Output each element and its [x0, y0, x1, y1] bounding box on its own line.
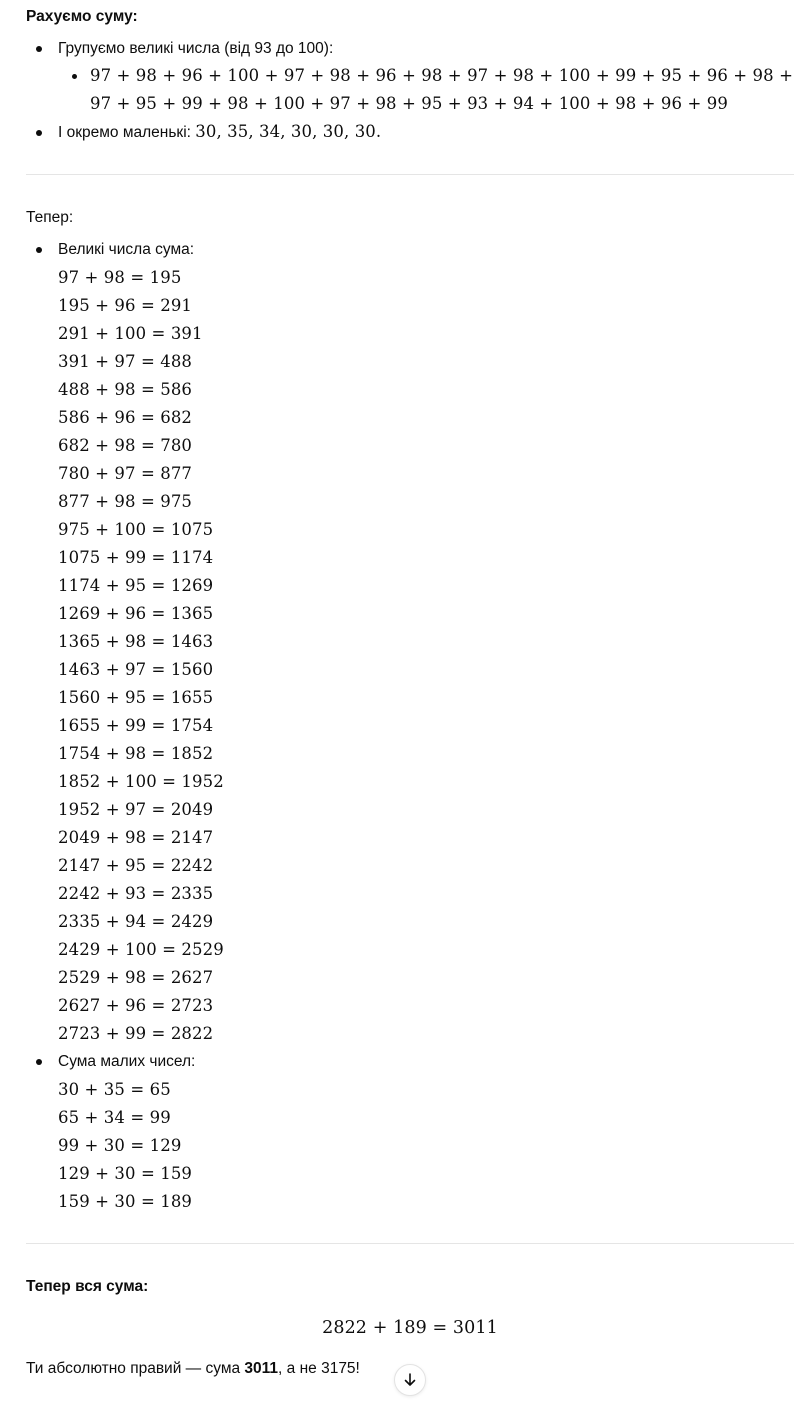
equation-step: 1269 + 96 = 1365 — [58, 604, 214, 623]
equation-step: 877 + 98 = 975 — [58, 492, 193, 511]
equation-step: 2627 + 96 = 2723 — [58, 996, 214, 1015]
equation-step: 682 + 98 = 780 — [58, 436, 193, 455]
small-numbers-label: І окремо маленькі: — [58, 124, 196, 141]
equation-step: 2429 + 100 = 2529 — [58, 940, 224, 959]
equation-step: 488 + 98 = 586 — [58, 380, 193, 399]
equation-step: 1463 + 97 = 1560 — [58, 660, 214, 679]
arrow-down-icon — [402, 1372, 418, 1388]
bullet — [36, 46, 42, 52]
equation-step: 2335 + 94 = 2429 — [58, 912, 214, 931]
equation-step: 2723 + 99 = 2822 — [58, 1024, 214, 1043]
big-sum-label: Великі числа сума: — [58, 241, 195, 258]
equation-step: 586 + 96 = 682 — [58, 408, 193, 427]
divider — [26, 174, 794, 175]
big-numbers-line-2: 97 + 95 + 99 + 98 + 100 + 97 + 98 + 95 + 93 + 94 + 100 + 98 + 96 + 99 — [90, 94, 728, 113]
equation-step: 1952 + 97 = 2049 — [58, 800, 214, 819]
small-numbers-values: 30, 35, 34, 30, 30, 30 — [195, 122, 376, 141]
equation-step: 97 + 98 = 195 — [58, 268, 182, 287]
small-sum-label: Сума малих чисел: — [58, 1053, 196, 1070]
bullet — [36, 247, 42, 253]
equation-step: 1174 + 95 = 1269 — [58, 576, 214, 595]
equation-step: 391 + 97 = 488 — [58, 352, 193, 371]
equation-step: 129 + 30 = 159 — [58, 1164, 193, 1183]
final-bold-value: 3011 — [244, 1360, 279, 1377]
divider — [26, 1243, 794, 1244]
equation-step: 99 + 30 = 129 — [58, 1136, 182, 1155]
equation-step: 1754 + 98 = 1852 — [58, 744, 214, 763]
small-numbers-line — [58, 122, 381, 142]
final-suffix: , а не 3175! — [278, 1360, 360, 1377]
bullet — [36, 130, 42, 136]
equation-step: 65 + 34 = 99 — [58, 1108, 171, 1127]
equation-step: 2529 + 98 = 2627 — [58, 968, 214, 987]
equation-step: 159 + 30 = 189 — [58, 1192, 193, 1211]
equation-step: 2049 + 98 = 2147 — [58, 828, 214, 847]
bullet — [36, 1059, 42, 1065]
small-numbers-end: . — [375, 122, 382, 141]
equation-step: 195 + 96 = 291 — [58, 296, 193, 315]
equation-step: 2147 + 95 = 2242 — [58, 856, 214, 875]
scroll-down-button[interactable] — [394, 1364, 426, 1396]
final-prefix: Ти абсолютно правий — сума — [26, 1360, 245, 1377]
equation-step: 780 + 97 = 877 — [58, 464, 193, 483]
equation-step: 291 + 100 = 391 — [58, 324, 203, 343]
equation-step: 2242 + 93 = 2335 — [58, 884, 214, 903]
section-heading-total: Тепер вся сума: — [26, 1278, 149, 1295]
section-heading-now: Тепер: — [26, 209, 74, 226]
big-numbers-line-1: 97 + 98 + 96 + 100 + 97 + 98 + 96 + 98 + 97 + 98 + 100 + 99 + 95 + 96 + 98 + — [90, 66, 794, 85]
equation-step: 1560 + 95 = 1655 — [58, 688, 214, 707]
equation-step: 30 + 35 = 65 — [58, 1080, 171, 1099]
section-heading-calc: Рахуємо суму: — [26, 8, 138, 25]
sub-bullet — [72, 74, 77, 79]
group-label: Групуємо великі числа (від 93 до 100): — [58, 40, 334, 57]
equation-step: 1365 + 98 = 1463 — [58, 632, 214, 651]
equation-step: 1075 + 99 = 1174 — [58, 548, 214, 567]
equation-step: 1852 + 100 = 1952 — [58, 772, 224, 791]
total-equation: 2822 + 189 = 3011 — [322, 1318, 498, 1338]
final-statement — [26, 1360, 360, 1378]
equation-step: 975 + 100 = 1075 — [58, 520, 214, 539]
equation-step: 1655 + 99 = 1754 — [58, 716, 214, 735]
